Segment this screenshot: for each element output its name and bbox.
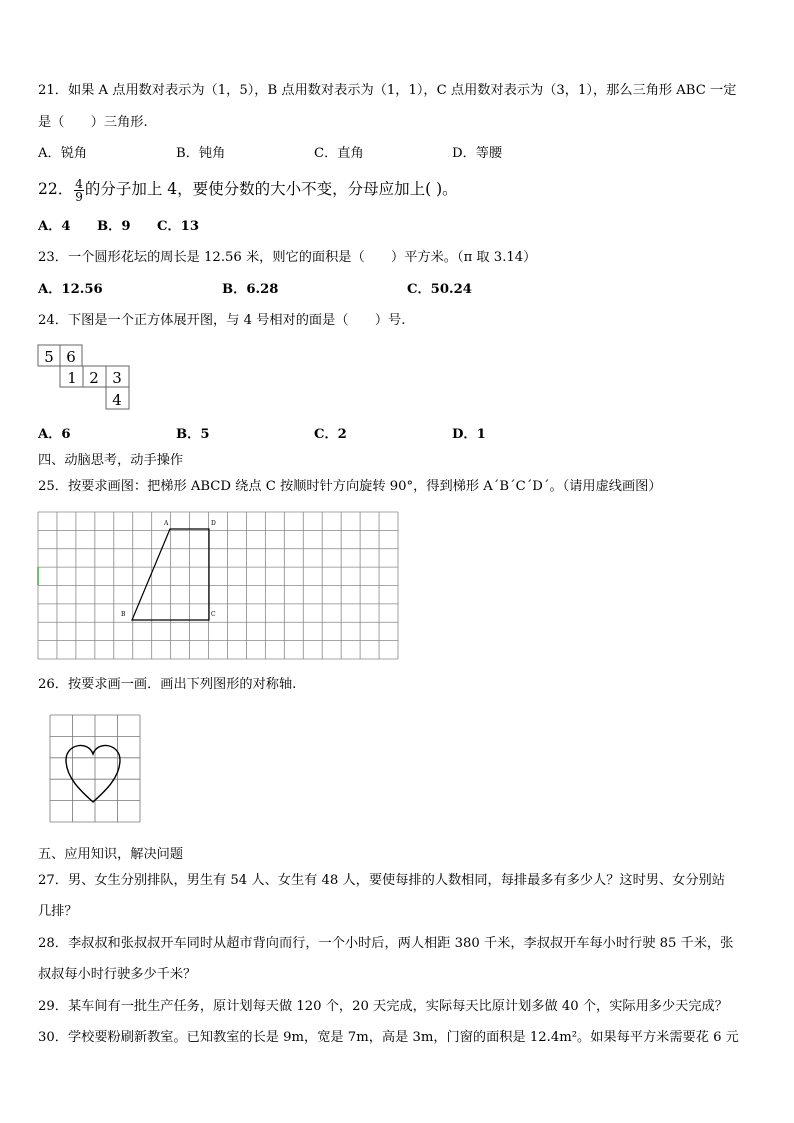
q23-option-c: C．50.24	[407, 282, 472, 297]
q24-option-a: A．6	[38, 427, 71, 442]
q28-line1: 28．李叔叔和张叔叔开车同时从超市背向而行，一个小时后，两人相距 380 千米，李叔叔开车每小时行驶 85 千米，张	[38, 936, 734, 951]
q22-option-c: C．13	[157, 219, 200, 234]
q22-text: 的分子加上 4，要使分数的大小不变，分母应加上( )。	[84, 180, 458, 198]
q24-option-d: D．1	[452, 427, 486, 442]
section-5-heading: 五、应用知识，解决问题	[38, 847, 184, 862]
q21-option-b: B．钝角	[176, 146, 226, 161]
cube-face-1: 1	[67, 369, 77, 387]
cube-face-2: 2	[89, 369, 99, 387]
cube-face-6: 6	[66, 348, 76, 366]
q21-option-a: A．锐角	[38, 146, 88, 161]
cube-face-5: 5	[44, 348, 54, 366]
q23-stem: 23．一个圆形花坛的周长是 12.56 米，则它的面积是（ ）平方米。（π 取 3.14）	[38, 250, 537, 265]
q21-line2: 是（ ）三角形.	[38, 115, 148, 130]
q25-stem: 25．按要求画图：把梯形 ABCD 绕点 C 按顺时针方向旋转 90°，得到梯形 A´B´C´D´。（请用虚线画图）	[38, 479, 662, 494]
q27-line1: 27．男、女生分别排队，男生有 54 人、女生有 48 人，要使每排的人数相同，每排最多有多少人？这时男、女分别站	[38, 873, 725, 888]
q22-fraction-denominator: 9	[75, 189, 83, 204]
q22-fraction	[74, 178, 84, 203]
q22-option-b: B．9	[97, 219, 131, 234]
q22-option-a: A．4	[38, 219, 71, 234]
q24-stem: 24．下图是一个正方体展开图，与 4 号相对的面是（ ）号.	[38, 313, 406, 328]
q29-stem: 29．某车间有一批生产任务，原计划每天做 120 个，20 天完成，实际每天比原计划多做 40 个，实际用多少天完成？	[38, 999, 728, 1014]
q22-number: 22．	[38, 180, 74, 198]
q21-option-c: C．直角	[314, 146, 364, 161]
q24-option-c: C．2	[314, 427, 347, 442]
point-c-label: C	[211, 611, 216, 618]
q26-stem: 26．按要求画一画．画出下列图形的对称轴.	[38, 677, 297, 692]
cube-net-figure	[37, 344, 131, 412]
q22-stem	[38, 172, 458, 206]
point-a-label: A	[164, 520, 169, 527]
q26-heart-figure	[44, 710, 144, 826]
heart-shape	[66, 745, 120, 802]
q27-line2: 几排？	[38, 904, 78, 919]
point-d-label: D	[211, 520, 216, 527]
q24-option-b: B．5	[176, 427, 210, 442]
cube-face-3: 3	[112, 369, 122, 387]
q21-option-d: D．等腰	[452, 146, 503, 161]
q21-line1: 21．如果 A 点用数对表示为（1，5），B 点用数对表示为（1，1），C 点用数对表示为（3，1），那么三角形 ABC 一定	[38, 83, 737, 98]
section-4-heading: 四、动脑思考，动手操作	[38, 453, 184, 468]
q28-line2: 叔叔每小时行驶多少千米？	[38, 967, 197, 982]
cube-face-4: 4	[112, 391, 122, 409]
point-b-label: B	[121, 611, 126, 618]
q30-stem: 30．学校要粉刷新教室。已知教室的长是 9m，宽是 7m，高是 3m，门窗的面积是 12.4m²。如果每平方米需要花 6 元	[38, 1030, 739, 1045]
q23-option-b: B．6.28	[222, 282, 279, 297]
q25-grid-figure	[36, 510, 400, 662]
q23-option-a: A．12.56	[38, 282, 103, 297]
q22-fraction-numerator: 4	[75, 176, 83, 191]
